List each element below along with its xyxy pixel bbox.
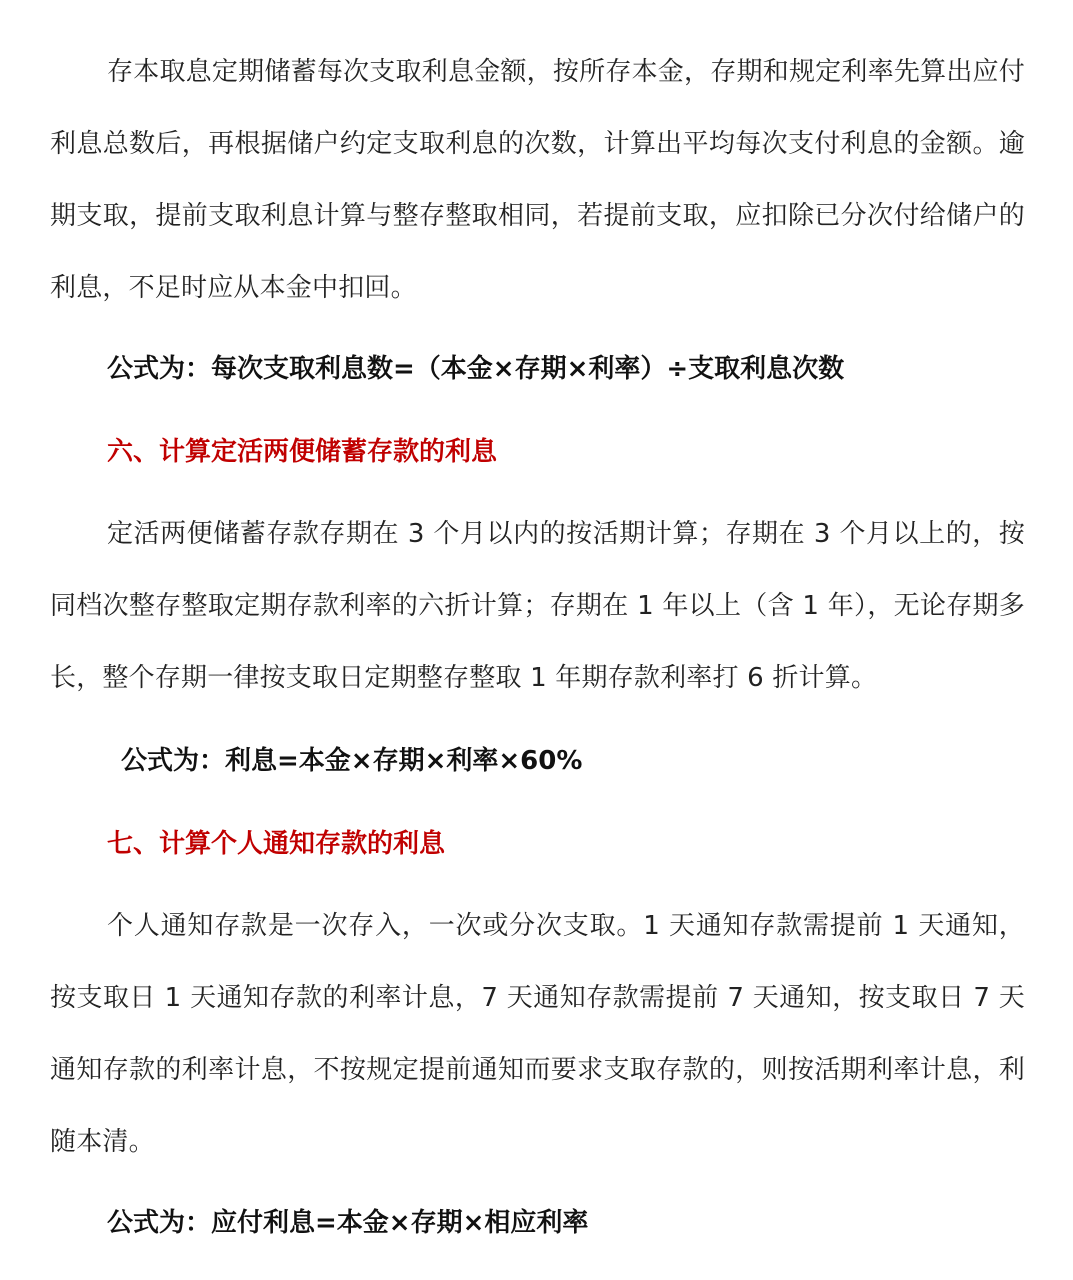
section7-heading: 七、计算个人通知存款的利息 — [107, 829, 446, 859]
section6-formula: 公式为：利息=本金×存期×利率×60% — [121, 746, 583, 776]
intro-paragraph: 存本取息定期储蓄每次支取利息金额，按所存本金，存期和规定利率先算出应付利息总数后，再根据储户约定支取利息的次数，计算出平均每次支付利息的金额。逾期支取，提前支取利息计算与整存整取相同，若提前支取，应扣除已分次付给储户的利息，不足时应从本金中扣回。 — [50, 57, 1025, 303]
section6-heading: 六、计算定活两便储蓄存款的利息 — [107, 437, 498, 467]
section7-formula: 公式为：应付利息=本金×存期×相应利率 — [107, 1208, 589, 1238]
intro-formula: 公式为：每次支取利息数=（本金×存期×利率）÷支取利息次数 — [107, 354, 845, 384]
section6-paragraph: 定活两便储蓄存款存期在 3 个月以内的按活期计算；存期在 3 个月以上的，按同档次整存整取定期存款利率的六折计算；存期在 1 年以上（含 1 年），无论存期多长，整个存期一律按支取日定期整存整取 1 年期存款利率打 6 折计算。 — [50, 519, 1025, 693]
section7-paragraph: 个人通知存款是一次存入，一次或分次支取。1 天通知存款需提前 1 天通知，按支取日 1 天通知存款的利率计息，7 天通知存款需提前 7 天通知，按支取日 7 天通知存款的利率计息，不按规定提前通知而要求支取存款的，则按活期利率计息，利随本清。 — [50, 911, 1025, 1157]
